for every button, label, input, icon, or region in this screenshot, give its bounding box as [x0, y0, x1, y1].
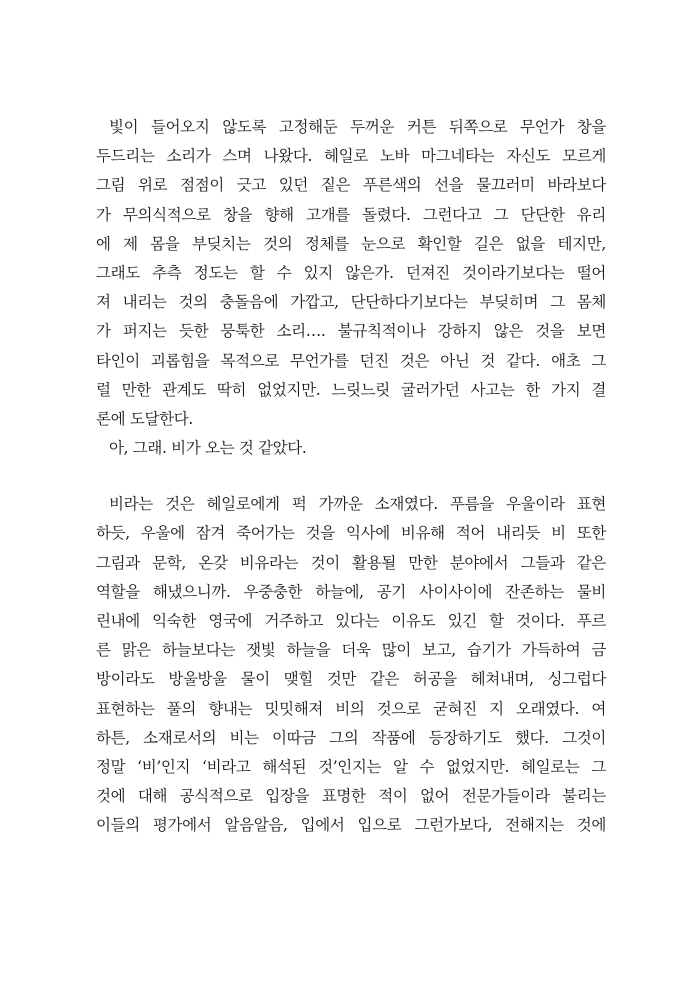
text-line: 져 내리는 것의 충돌음에 가깝고, 단단하다기보다는 부딪히며 그 몸체 [96, 293, 606, 312]
text-line: 가 무의식적으로 창을 향해 고개를 돌렸다. 그런다고 그 단단한 유리 [96, 205, 606, 224]
text-line: 정말 ‘비’인지 ‘비라고 해석된 것’인지는 알 수 없었지만. 헤일로는 그 [96, 757, 606, 776]
text-line: 하튼, 소재로서의 비는 이따금 그의 작품에 등장하기도 했다. 그것이 [96, 728, 606, 747]
text-line: 론에 도달한다. [96, 409, 193, 428]
text-line: 이들의 평가에서 알음알음, 입에서 입으로 그런가보다, 전해지는 것에 [96, 816, 606, 835]
text-line: 것에 대해 공식적으로 입장을 표명한 적이 없어 전문가들이라 불리는 [96, 787, 606, 806]
text-line: 두드리는 소리가 스며 나왔다. 헤일로 노바 마그네타는 자신도 모르게 [96, 147, 606, 166]
paragraph-spacer [96, 463, 606, 490]
text-line: 에 제 몸을 부딪치는 것의 정체를 눈으로 확인할 길은 없을 테지만, [96, 234, 606, 253]
text-line: 역할을 해냈으니까. 우중충한 하늘에, 공기 사이사이에 잔존하는 물비 [96, 582, 606, 601]
text-line: 방이라도 방울방울 물이 맺힐 것만 같은 허공을 헤쳐내며, 싱그럽다 [96, 670, 606, 689]
text-line: 가 퍼지는 듯한 뭉툭한 소리…. 불규칙적이나 강하지 않은 것을 보면 [96, 322, 606, 341]
text-line: 아, 그래. 비가 오는 것 같았다. [109, 439, 307, 458]
paragraph-2 [96, 434, 606, 463]
text-line: 표현하는 풀의 향내는 밋밋해져 비의 것으로 굳혀진 지 오래였다. 여 [96, 699, 606, 718]
text-line: 하듯, 우울에 잠겨 죽어가는 것을 익사에 비유해 적어 내리듯 비 또한 [96, 524, 606, 543]
text-line: 그림과 문학, 온갖 비유라는 것이 활용될 만한 분야에서 그들과 같은 [96, 553, 606, 572]
text-line: 그래도 추측 정도는 할 수 있지 않은가. 던져진 것이라기보다는 떨어 [96, 263, 606, 282]
text-line: 른 맑은 하늘보다는 잿빛 하늘을 더욱 많이 보고, 습기가 가득하여 금 [96, 641, 606, 660]
text-line: 그림 위로 점점이 긋고 있던 짙은 푸른색의 선을 물끄러미 바라보다 [96, 176, 606, 195]
text-line: 비라는 것은 헤일로에게 퍽 가까운 소재였다. 푸름을 우울이라 표현 [109, 495, 606, 514]
text-line: 빛이 들어오지 않도록 고정해둔 두꺼운 커튼 뒤쪽으로 무언가 창을 [109, 118, 606, 136]
text-line: 타인이 괴롭힘을 목적으로 무언가를 던진 것은 아닌 것 같다. 애초 그 [96, 351, 606, 370]
text-line: 럴 만한 관계도 딱히 없었지만. 느릿느릿 굴러가던 사고는 한 가지 결 [96, 380, 606, 399]
paragraph-3 [96, 490, 606, 840]
text-line: 린내에 익숙한 영국에 거주하고 있다는 이유도 있긴 할 것이다. 푸르 [96, 612, 606, 630]
document-page [96, 113, 606, 841]
paragraph-1 [96, 113, 606, 434]
